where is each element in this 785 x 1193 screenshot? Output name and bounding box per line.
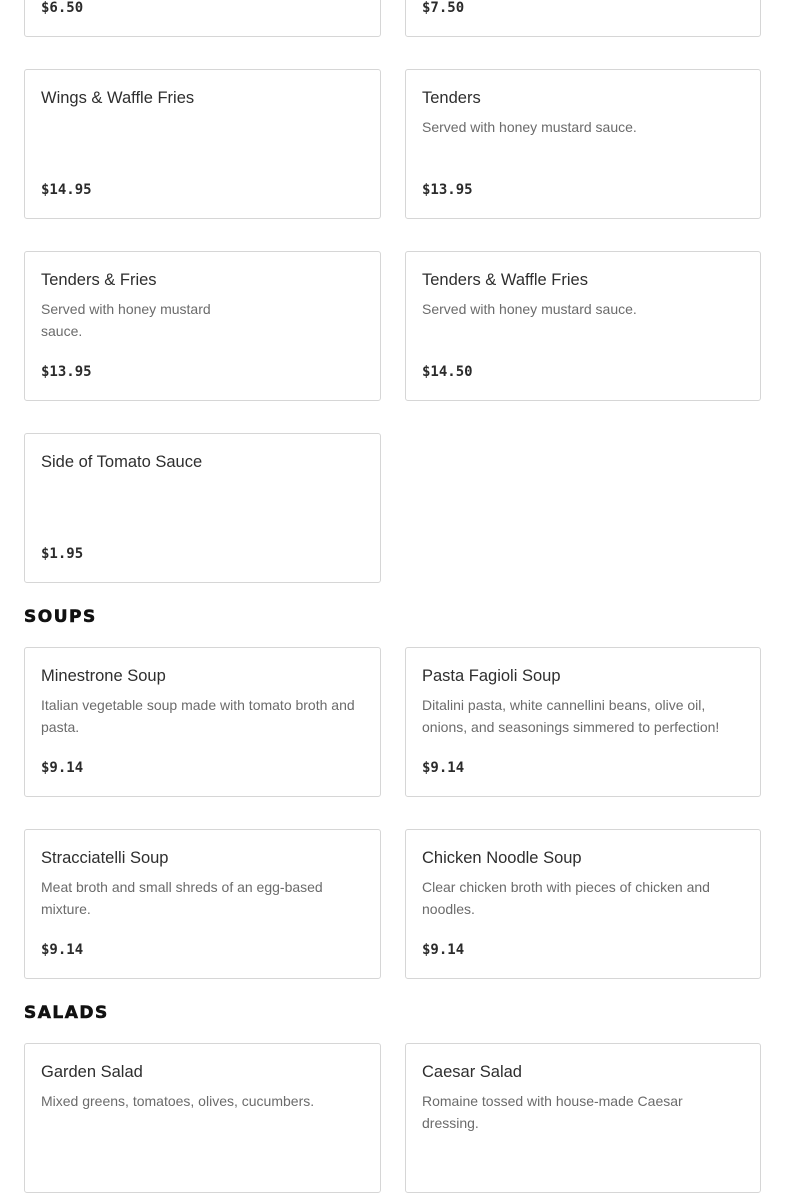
menu-item-card[interactable] (405, 69, 761, 219)
item-price: $13.95 (422, 182, 473, 198)
item-name: Stracciatelli Soup (41, 849, 169, 867)
item-name: Tenders (422, 89, 481, 107)
item-description: Romaine tossed with house-made Caesar dressing. (422, 1093, 683, 1131)
menu-item-card[interactable] (405, 0, 761, 37)
item-name: Tenders & Fries (41, 271, 157, 289)
item-description: Served with honey mustard sauce. (41, 301, 211, 339)
item-price: $9.14 (41, 760, 84, 776)
item-price: $7.50 (422, 0, 465, 16)
section-heading-soups: SOUPS (24, 607, 97, 627)
item-name: Pasta Fagioli Soup (422, 667, 561, 685)
item-description: Served with honey mustard sauce. (422, 119, 637, 135)
menu-item-card[interactable] (24, 647, 381, 797)
item-price: $9.14 (422, 942, 465, 958)
item-description: Italian vegetable soup made with tomato broth and pasta. (41, 697, 355, 735)
item-description: Clear chicken broth with pieces of chicken and noodles. (422, 879, 710, 917)
item-name: Wings & Waffle Fries (41, 89, 195, 107)
item-price: $6.50 (41, 0, 84, 16)
item-name: Caesar Salad (422, 1063, 522, 1081)
menu-item-card[interactable] (24, 829, 381, 979)
item-name: Chicken Noodle Soup (422, 849, 582, 867)
menu-item-card[interactable] (24, 433, 381, 583)
menu-item-card[interactable] (405, 829, 761, 979)
item-description: Meat broth and small shreds of an egg-based mixture. (41, 879, 323, 917)
menu-item-card[interactable] (24, 251, 381, 401)
menu-item-card[interactable] (405, 251, 761, 401)
item-price: $9.14 (41, 942, 84, 958)
item-description: Mixed greens, tomatoes, olives, cucumbers. (41, 1093, 315, 1109)
item-description: Ditalini pasta, white cannellini beans, olive oil, onions, and seasonings simmered to perfection! (422, 697, 720, 735)
menu-item-card[interactable] (24, 69, 381, 219)
item-name: Tenders & Waffle Fries (422, 271, 588, 289)
item-price: $14.50 (422, 364, 473, 380)
item-price: $1.95 (41, 546, 84, 562)
item-description: Served with honey mustard sauce. (422, 301, 637, 317)
item-name: Garden Salad (41, 1063, 143, 1081)
menu-item-card[interactable] (24, 1043, 381, 1193)
item-name: Minestrone Soup (41, 667, 166, 685)
item-name: Side of Tomato Sauce (41, 453, 203, 471)
item-price: $14.95 (41, 182, 92, 198)
menu-item-card[interactable] (405, 1043, 761, 1193)
menu-item-card[interactable] (405, 647, 761, 797)
section-heading-salads: SALADS (24, 1003, 109, 1023)
item-price: $9.14 (422, 760, 465, 776)
item-price: $13.95 (41, 364, 92, 380)
menu-item-card[interactable] (24, 0, 381, 37)
